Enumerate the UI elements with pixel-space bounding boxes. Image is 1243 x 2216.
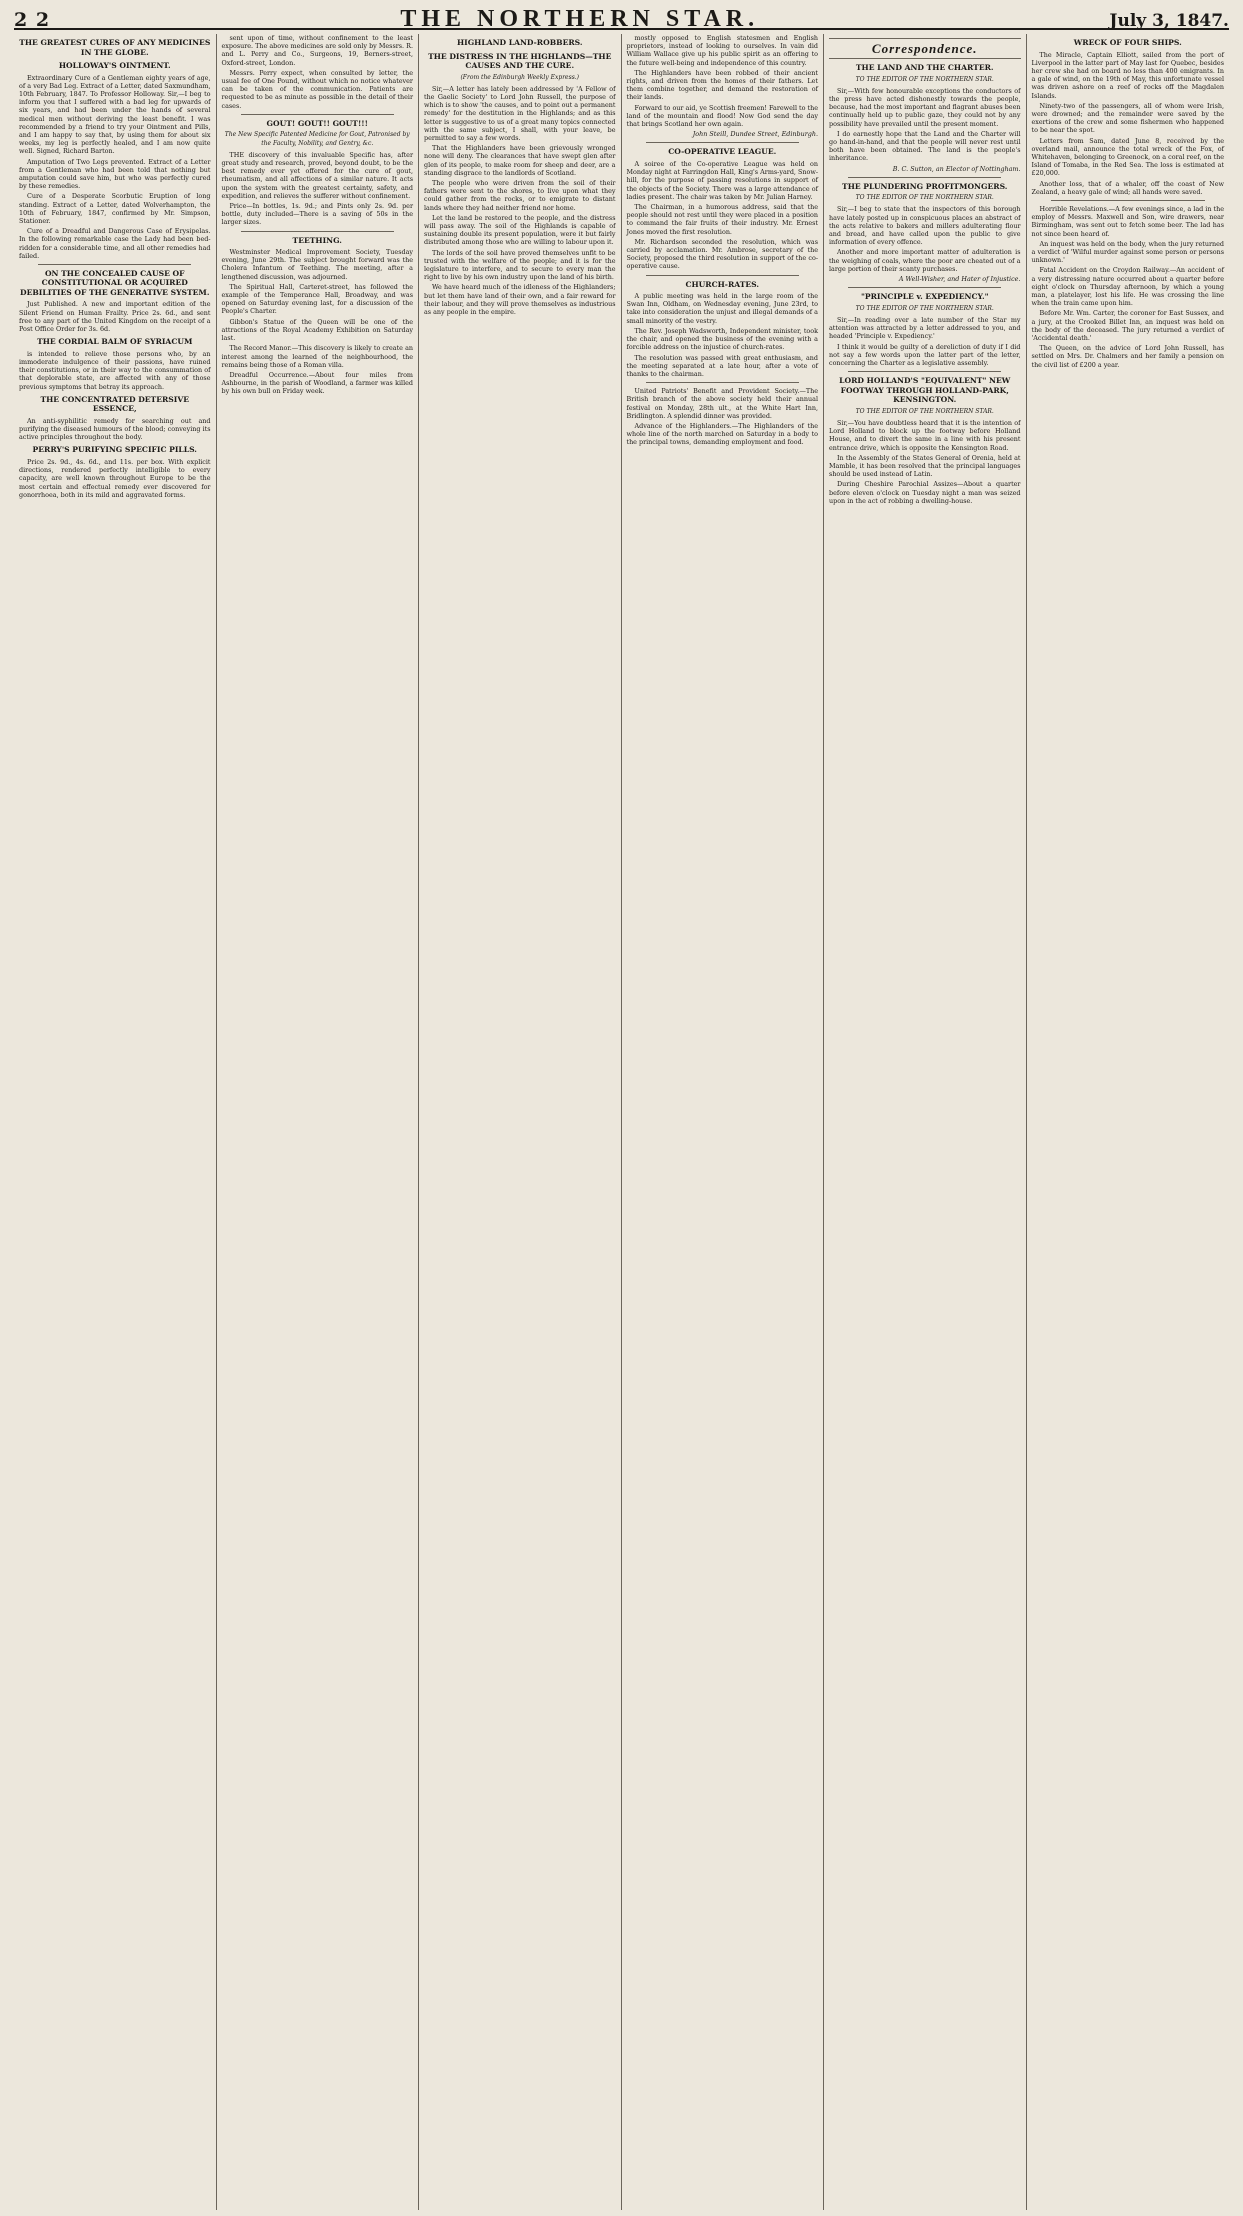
- heading-cordial-balm: THE CORDIAL BALM OF SYRIACUM: [37, 337, 193, 347]
- column-divider: [646, 142, 799, 143]
- column-divider: [241, 114, 394, 115]
- article-paragraph: Dreadful Occurrence.—About four miles from Ashbourne, in the parish of Woodland, a farmer was killed by his own bull on Friday week.: [221, 370, 413, 396]
- article-paragraph: The people who were driven from the soil of their fathers were sent to the shores, to live upon what they could gather from the rocks, or to emigrate to distant lands where they had neither friend nor home.: [424, 178, 616, 212]
- article-paragraph: The Highlanders have been robbed of their ancient rights, and driven from the homes of their fathers. Let them combine together, and demand the restoration of their lands.: [626, 68, 818, 102]
- column-divider: [1051, 200, 1205, 201]
- article-paragraph: The Queen, on the advice of Lord John Russell, has settled on Mrs. Dr. Chalmers and her family a pension on the civil list of £200 a year.: [1031, 344, 1224, 369]
- heading-holloway: HOLLOWAY'S OINTMENT.: [58, 61, 171, 70]
- article-paragraph: An inquest was held on the body, when the jury returned a verdict of 'Wilful murder against some person or persons unknown.': [1031, 239, 1224, 265]
- issue-date: July 3, 1847.: [1109, 11, 1229, 31]
- heading-perrys-pills: PERRY'S PURIFYING SPECIFIC PILLS.: [32, 445, 197, 455]
- article-paragraph: The Record Manor.—This discovery is likely to create an interest among the learned of the neighbourhood, the remains being those of a Roman villa.: [221, 344, 413, 369]
- article-paragraph: Forward to our aid, ye Scottish freemen! Farewell to the land of the mountain and flood! Now God send the day that brings Scotland her own again.: [626, 103, 818, 129]
- article-paragraph: Amputation of Two Legs prevented. Extract of a Letter from a Gentleman who had been told that nothing but amputation could save him, but who was perfectly cured by these remedies.: [19, 157, 211, 191]
- article-paragraph: Messrs. Perry expect, when consulted by letter, the usual fee of One Pound, without which no notice whatever can be taken of the communication. Patients are requested to be as minute as possible in the detail of their cases.: [221, 68, 413, 110]
- column-1: [14, 34, 217, 2210]
- article-paragraph: Ninety-two of the passengers, all of whom were Irish, were drowned; and the remainder were saved by the exertions of the crew and some fishermen who happened to be near the spot.: [1031, 101, 1224, 135]
- ad-intro: THE GREATEST CURES OF ANY MEDICINES IN THE GLOBE.: [19, 38, 211, 57]
- heading-church-rates: CHURCH-RATES.: [685, 279, 760, 289]
- article-paragraph: The resolution was passed with great enthusiasm, and the meeting separated at a late hour, after a vote of thanks to the chairman.: [626, 353, 818, 378]
- page-number: 2 2: [14, 9, 51, 31]
- article-paragraph: Price—In bottles, 1s. 9d.; and Pints only 2s. 9d. per bottle, duty included—There is a saving of 50s in the larger sizes.: [221, 201, 413, 227]
- heading-highland-distress: THE DISTRESS IN THE HIGHLANDS—THE CAUSES AND THE CURE.: [428, 51, 612, 70]
- column-2: [217, 34, 420, 2210]
- article-paragraph: mostly opposed to English statesmen and English proprietors, instead of looking to ourselves. In vain did William Wallace give up his public spirit as an offering to the future well-being and independence of this country.: [626, 34, 818, 67]
- article-paragraph: Another and more important matter of adulteration is the weighing of coals, where the poor are cheated out of a large portion of their scanty purchases.: [829, 248, 1021, 273]
- article-signature: A Well-Wisher, and Hater of Injustice.: [898, 275, 1021, 284]
- column-divider: [646, 275, 799, 276]
- article-paragraph: Letters from Sam, dated June 8, received by the overland mail, announce the total wreck of the Fox, of Whitehaven, belonging to Greenock, on a coral reef, on the Island of Tomaba, in the Red Sea. The loss is estimated at £20,000.: [1031, 136, 1224, 178]
- heading-debilities: ON THE CONCEALED CAUSE OF CONSTITUTIONAL OR ACQUIRED DEBILITIES OF THE GENERATIVE SYSTEM.: [20, 268, 210, 297]
- article-paragraph: Sir,—With few honourable exceptions the conductors of the press have acted dishonestly towards the people, because, had the most important and flagrant abuses been continually held up to public gaze, they could not by any possibility have prevailed until the present moment.: [829, 86, 1021, 128]
- article-paragraph: The Miracle, Captain Elliott, sailed from the port of Liverpool in the latter part of May last for Quebec, besides her crew she had on board no less than 400 emigrants. In a gale of wind, on the 19th of May, this unfortunate vessel was driven ashore on a reef of rocks off the Magdalen Islands.: [1031, 50, 1224, 100]
- article-paragraph: That the Highlanders have been grievously wronged none will deny. The clearances that have swept glen after glen of its people, to make room for sheep and deer, are a standing disgrace to the landlords of Scotland.: [424, 144, 616, 177]
- heading-gout: GOUT! GOUT!! GOUT!!!: [266, 118, 368, 128]
- article-paragraph: Gibbon's Statue of the Queen will be one of the attractions of the Royal Academy Exhibition on Saturday last.: [221, 317, 413, 343]
- article-paragraph: Horrible Revelations.—A few evenings since, a lad in the employ of Messrs. Maxwell and Son, wire drawers, near Birmingham, was sent out to fetch some beer. The lad has not since been heard of.: [1031, 204, 1224, 238]
- article-paragraph: Price 2s. 9d., 4s. 6d., and 11s. per box. With explicit directions, rendered perfectly intelligible to every capacity, are well known throughout Europe to be the most certain and effectual remedy ever discovered for gonorrhoea, both in its mild and aggravated forms.: [19, 457, 211, 499]
- article-paragraph: Mr. Richardson seconded the resolution, which was carried by acclamation. Mr. Ambrose, secretary of the Society, proposed the third resolution in support of the co-operative cause.: [626, 237, 818, 271]
- article-signature: John Steill, Dundee Street, Edinburgh.: [692, 130, 818, 139]
- article-paragraph: Sir,—In reading over a late number of the Star my attention was attracted by a letter addressed to you, and headed 'Principle v. Expediency.': [829, 315, 1021, 341]
- heading-lord-holland: LORD HOLLAND'S "EQUIVALENT" NEW FOOTWAY THROUGH HOLLAND-PARK, KENSINGTON.: [839, 376, 1011, 405]
- article-paragraph: Westminster Medical Improvement Society, Tuesday evening, June 29th. The subject brought forward was the Cholera Infantum of Teething. The meeting, after a lengthened discussion, was adjourned.: [221, 248, 413, 281]
- article-paragraph: An anti-syphilitic remedy for searching out and purifying the diseased humours of the blood; conveying its active principles throughout the body.: [19, 416, 211, 442]
- masthead: [14, 6, 1229, 30]
- column-6: [1027, 34, 1230, 2210]
- heading-highland-land-robbers: HIGHLAND LAND-ROBBERS.: [456, 38, 583, 47]
- subheading-gout: The New Specific Patented Medicine for Gout, Patronised by the Faculty, Nobility, and Gentry, &c.: [224, 131, 410, 147]
- article-paragraph: Before Mr. Wm. Carter, the coroner for East Sussex, and a jury, at the Crooked Billet Inn, an inquest was held on the body of the deceased. The jury returned a verdict of 'Accidental death.': [1031, 309, 1224, 342]
- column-3: [419, 34, 622, 2210]
- heading-principle-expediency: "PRINCIPLE v. EXPEDIENCY.": [860, 292, 989, 302]
- article-paragraph: Cure of a Desperate Scorbutic Eruption of long standing. Extract of a Letter, dated Wolverhampton, the 10th of February, 1847, confirmed by Mr. Simpson, Stationer.: [19, 192, 211, 225]
- article-paragraph: Extraordinary Cure of a Gentleman eighty years of age, of a very Bad Leg. Extract of a Letter, dated Saxmundham, 10th February, 1847. To Professor Holloway. Sir,—I beg to inform you that I suffered with a bad leg for upwards of six years, and had been under the hands of several medical men without deriving the least benefit. I was recommended by a friend to try your Ointment and Pills, and I am happy to say that, by using them for about six weeks, my leg is perfectly healed, and I am now quite well. Signed, Richard Barton.: [19, 73, 211, 156]
- heading-profitmongers: THE PLUNDERING PROFITMONGERS.: [842, 181, 1008, 191]
- article-paragraph: A soiree of the Co-operative League was held on Monday night at Farringdon Hall, King's Arms-yard, Snow-hill, for the purpose of passing resolutions in support of the objects of the Society. There was a large attendance of ladies present. The chair was taken by Mr. Julian Harney.: [626, 159, 818, 201]
- column-5: [824, 34, 1027, 2210]
- column-divider: [848, 177, 1001, 178]
- column-4: [622, 34, 825, 2210]
- article-paragraph: Let the land be restored to the people, and the distress will pass away. The soil of the Highlands is capable of sustaining double its present population, were it but fairly distributed among those who are willing to labour upon it.: [424, 213, 616, 247]
- column-divider: [848, 287, 1001, 288]
- letter-salutation: TO THE EDITOR OF THE NORTHERN STAR.: [855, 194, 994, 202]
- article-paragraph: A public meeting was held in the large room of the Swan Inn, Oldham, on Wednesday evening, June 23rd, to take into consideration the unjust and illegal demands of a small minority of the vestry.: [626, 292, 818, 325]
- letter-salutation: TO THE EDITOR OF THE NORTHERN STAR.: [855, 407, 994, 415]
- article-paragraph: Sir,—A letter has lately been addressed by 'A Fellow of the Gaelic Society' to Lord John Russell, the purpose of which is to show 'the causes, and to point out a permanent remedy' for the destitution in the Highlands; and as this letter is suggestive to us of a great many topics connected with the same subject, I shall, with your leave, be permitted to say a few words.: [424, 84, 616, 142]
- article-paragraph: Another loss, that of a whaler, off the coast of New Zealand, a heavy gale of wind; all hands were saved.: [1031, 179, 1224, 196]
- article-paragraph: is intended to relieve those persons who, by an immoderate indulgence of their passions, have ruined their constitutions, or in their way to the consummation of that deplorable state, are affected with any of those previous symptoms that betray its approach.: [19, 349, 211, 391]
- article-paragraph: We have heard much of the idleness of the Highlanders; but let them have land of their own, and a fair reward for their labour, and they will prove themselves as industrious as any people in the empire.: [424, 283, 616, 316]
- article-paragraph: The lords of the soil have proved themselves unfit to be trusted with the welfare of the people; and it is for the legislature to interfere, and to secure to every man the right to live by his own industry upon the land of his birth.: [424, 248, 616, 282]
- section-title-correspondence: Correspondence.: [829, 38, 1021, 59]
- article-paragraph: Just Published. A new and important edition of the Silent Friend on Human Frailty. Price 2s. 6d., and sent free to any part of the United Kingdom on the receipt of a Post Office Order for 3s. 6d.: [19, 300, 211, 334]
- article-paragraph: Sir,—I beg to state that the inspectors of this borough have lately posted up in conspicuous places an abstract of the acts relative to bakers and millers adulterating flour and bread, and have called upon the public to give information of every offence.: [829, 205, 1021, 247]
- article-paragraph: Cure of a Dreadful and Dangerous Case of Erysipelas. In the following remarkable case the Lady had been bed-ridden for a considerable time, and all other remedies had failed.: [19, 227, 211, 260]
- column-divider: [848, 371, 1001, 372]
- heading-detersive-essence: THE CONCENTRATED DETERSIVE ESSENCE,: [40, 394, 190, 414]
- heading-land-and-charter: THE LAND AND THE CHARTER.: [855, 63, 994, 72]
- article-paragraph: I think it would be guilty of a dereliction of duty if I did not say a few words upon the latter part of the letter, concerning the Charter as a legislative assembly.: [829, 342, 1021, 367]
- article-paragraph: sent upon of time, without confinement to the least exposure. The above medicines are sold only by Messrs. R. and L. Perry and Co., Surgeons, 19, Berners-street, Oxford-street, London.: [221, 34, 413, 67]
- heading-co-operative-league: CO-OPERATIVE LEAGUE.: [668, 147, 777, 157]
- article-paragraph: The Spiritual Hall, Carteret-street, has followed the example of the Temperance Hall, Broadway, and was opened on Saturday evening last, for a discussion of the People's Charter.: [221, 282, 413, 316]
- article-paragraph: Sir,—You have doubtless heard that it is the intention of Lord Holland to block up the footway before Holland House, and to divert the same in a line with his present entrance drive, which is opposite the Kensington Road.: [829, 418, 1021, 452]
- article-paragraph: In the Assembly of the States General of Orenia, held at Mamble, it has been resolved that the principal languages should be used instead of Latin.: [829, 453, 1021, 479]
- letter-salutation: TO THE EDITOR OF THE NORTHERN STAR.: [855, 304, 994, 312]
- columns: [14, 34, 1229, 2210]
- article-source: (From the Edinburgh Weekly Express.): [460, 73, 580, 81]
- newspaper-title: THE NORTHERN STAR.: [400, 6, 760, 32]
- article-paragraph: The Rev. Joseph Wadsworth, Independent minister, took the chair, and opened the business of the evening with a forcible address on the injustice of church-rates.: [626, 326, 818, 352]
- article-paragraph: During Cheshire Parochial Assizes—About a quarter before eleven o'clock on Tuesday night a man was seized upon in the act of robbing a dwelling-house.: [829, 480, 1021, 505]
- article-paragraph: United Patriots' Benefit and Provident Society.—The British branch of the above society held their annual festival on Monday, 28th ult., at the White Hart Inn, Bridlington. A splendid dinner was provided.: [626, 387, 818, 420]
- column-divider: [646, 382, 799, 383]
- article-signature: B. C. Sutton, an Elector of Nottingham.: [892, 164, 1021, 173]
- column-divider: [38, 264, 191, 265]
- article-paragraph: Advance of the Highlanders.—The Highlanders of the whole line of the north marched on Saturday in a body to the principal towns, demanding employment and food.: [626, 421, 818, 447]
- article-paragraph: The Chairman, in a humorous address, said that the people should not rest until they were placed in a position to command the fair fruits of their industry. Mr. Ernest Jones moved the first resolution.: [626, 202, 818, 236]
- heading-wreck-of-four-ships: WRECK OF FOUR SHIPS.: [1073, 38, 1182, 47]
- letter-salutation: TO THE EDITOR OF THE NORTHERN STAR.: [855, 75, 994, 83]
- article-paragraph: I do earnestly hope that the Land and the Charter will go hand-in-hand, and that the people will never rest until both have been obtained. The land is the people's inheritance.: [829, 129, 1021, 163]
- article-paragraph: Fatal Accident on the Croydon Railway.—An accident of a very distressing nature occurred about a quarter before eight o'clock on Thursday afternoon, by which a young man, a platelayer, lost his life. He was crossing the line when the train came upon him.: [1031, 266, 1224, 308]
- heading-teething: TEETHING.: [292, 235, 342, 245]
- article-paragraph: THE discovery of this invaluable Specific has, after great study and research, proved, beyond doubt, to be the best remedy ever yet offered for the cure of gout, rheumatism, and all affections of a similar nature. It acts upon the system with the greatest certainty, safety, and expedition, and relieves the sufferer without confinement.: [221, 150, 413, 200]
- column-divider: [241, 231, 394, 232]
